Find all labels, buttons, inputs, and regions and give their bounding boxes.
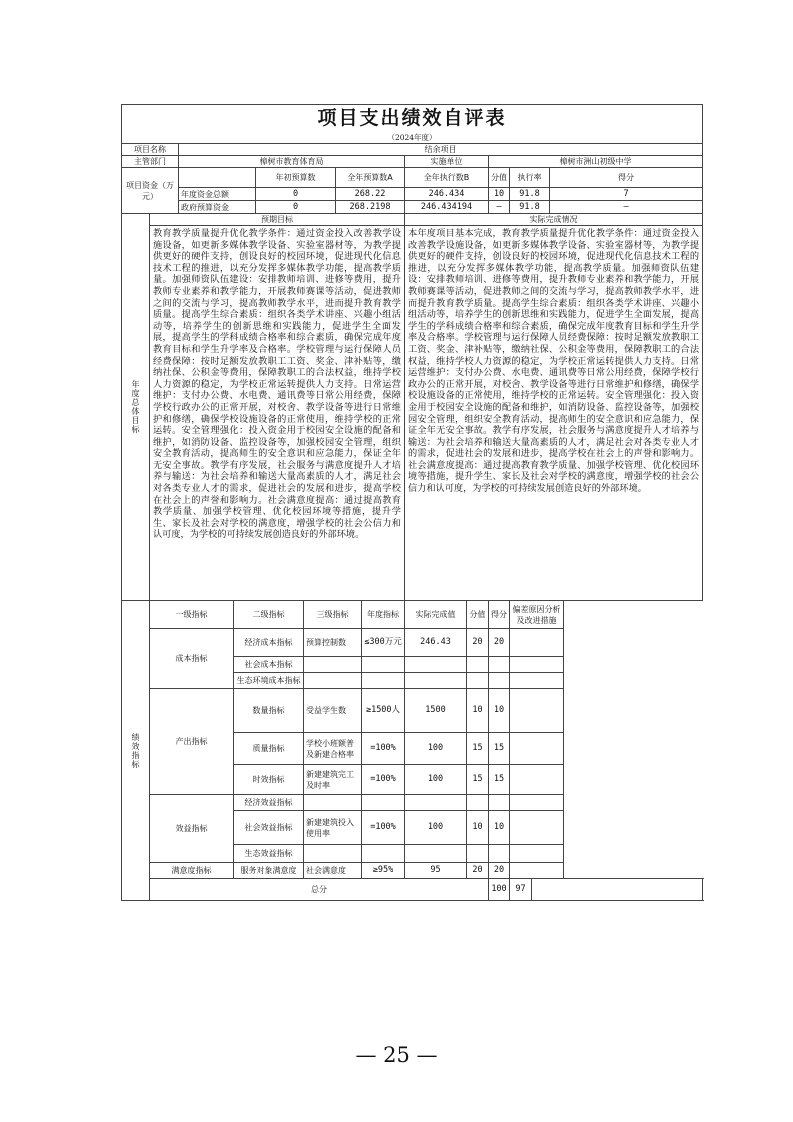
funds-header-score-val: 分值 bbox=[489, 168, 510, 188]
ind-l3: 预算控制数 bbox=[304, 629, 362, 657]
ind-target bbox=[362, 673, 405, 689]
ind-target bbox=[362, 845, 405, 863]
ind-val: 15 bbox=[467, 733, 489, 765]
total-label: 总分 bbox=[150, 879, 489, 901]
ind-target: ≥95% bbox=[362, 863, 405, 879]
ind-val: 10 bbox=[467, 811, 489, 845]
ind-header-score: 得分 bbox=[489, 601, 510, 629]
funds-header-initial: 年初预算数 bbox=[256, 168, 336, 188]
funds-row-name: 政府预算资金 bbox=[179, 201, 256, 214]
actual-result-header: 实际完成情况 bbox=[405, 214, 703, 226]
funds-header-exec: 全年执行数B bbox=[405, 168, 489, 188]
funds-row-initial: 0 bbox=[256, 201, 336, 214]
ind-val: 15 bbox=[467, 765, 489, 795]
ind-val bbox=[467, 845, 489, 863]
ind-l3 bbox=[304, 673, 362, 689]
ind-header-l1: 一级指标 bbox=[150, 601, 234, 629]
ind-analysis bbox=[510, 765, 564, 795]
ind-l2: 数量指标 bbox=[234, 689, 304, 733]
total-score: 97 bbox=[510, 879, 532, 901]
ind-score bbox=[489, 845, 510, 863]
dept-value: 樟树市教育体育局 bbox=[179, 156, 405, 168]
funds-header-score: 得分 bbox=[550, 168, 703, 188]
ind-val bbox=[467, 657, 489, 673]
ind-header-actual: 实际完成值 bbox=[405, 601, 467, 629]
ind-target: =100% bbox=[362, 811, 405, 845]
funds-row-exec: 246.434 bbox=[405, 188, 489, 201]
evaluation-table bbox=[121, 104, 703, 901]
ind-actual bbox=[405, 845, 467, 863]
funds-row-budget: 268.22 bbox=[336, 188, 405, 201]
ind-val: 20 bbox=[467, 863, 489, 879]
funds-row-initial: 0 bbox=[256, 188, 336, 201]
ind-header-val: 分值 bbox=[467, 601, 489, 629]
ind-l2: 质量指标 bbox=[234, 733, 304, 765]
ind-l2: 生态环境成本指标 bbox=[234, 673, 304, 689]
ind-analysis bbox=[510, 811, 564, 845]
project-name-value: 结余项目 bbox=[179, 144, 703, 156]
total-val: 100 bbox=[489, 879, 510, 901]
ind-l2: 生态效益指标 bbox=[234, 845, 304, 863]
ind-l2: 服务对象满意度 bbox=[234, 863, 304, 879]
ind-l2: 经济成本指标 bbox=[234, 629, 304, 657]
ind-analysis bbox=[510, 629, 564, 657]
ind-score: 10 bbox=[489, 689, 510, 733]
ind-l2: 经济效益指标 bbox=[234, 795, 304, 811]
indicators-label: 绩效指标 bbox=[122, 601, 150, 901]
ind-score: 20 bbox=[489, 863, 510, 879]
expected-goal-header: 预期目标 bbox=[150, 214, 405, 226]
form-title: 项目支出绩效自评表 bbox=[122, 105, 703, 133]
ind-l3: 新建建筑投入使用率 bbox=[304, 811, 362, 845]
expected-goal-text: 教育教学质量提升优化教学条件：通过资金投入改善教学设施设备，如更新多媒体教学设备、实验室器材等，为教学提供更好的硬件支持，创设良好的校园环境，促进现代化信息技术工程的推进，以充分发挥多媒体教学功能，提高教学质量。加强师资队伍建设：安排教师培训、进修等费用，提升教师专业素养和教学能力，开展教师赛课等活动，促进教师之间的交流与学习，提高教师教学水平，进而提升教育教学质量。提高学生综合素质：组织各类学术讲座、兴趣小组活动等，培养学生的创新思维和实践能力，促进学生全面发展，提高学生的学科成绩合格率和综合素质，确保完成年度教育目标和学生升学率及合格率。学校管理与运行保障人员经费保障：按时足额发放教职工工资、奖金、津补贴等，缴纳社保、公积金等费用，保障教职工的合法权益，维持学校人力资源的稳定，为学校正常运转提供人力支持。日常运营维护：支付办公费、水电费、通讯费等日常公用经费，保障学校行政办公的正常开展，对校舍、教学设备等进行日常维护和修缮，确保学校设施设备的正常使用，维持学校的正常运转。安全管理强化：投入资金用于校园安全设施的配备和维护，如消防设备、监控设备等，加强校园安全管理，组织安全教育活动，提高师生的安全意识和应急能力，保证全年无安全事故。教学有序发展，社会服务与满意度提升人才培养与输送：为社会培养和输送大量高素质的人才，满足社会对各类专业人才的需求，促进社会的发展和进步，提高学校在社会上的声誉和影响力。社会满意度提高：通过提高教育教学质量、加强学校管理、优化校园环境等措施，提升学生、家长及社会对学校的满意度，增强学校的社会公信力和认可度，为学校的可持续发展创造良好的外部环境。 bbox=[150, 226, 405, 601]
ind-analysis bbox=[510, 657, 564, 673]
ind-analysis bbox=[510, 863, 564, 879]
ind-analysis bbox=[510, 845, 564, 863]
ind-header-l2: 二级指标 bbox=[234, 601, 304, 629]
ind-actual bbox=[405, 673, 467, 689]
funds-row-budget: 268.2198 bbox=[336, 201, 405, 214]
ind-val: 10 bbox=[467, 689, 489, 733]
funds-label: 项目资金（万元） bbox=[122, 168, 179, 214]
ind-score bbox=[489, 673, 510, 689]
ind-score: 15 bbox=[489, 765, 510, 795]
ind-header-analysis: 偏差原因分析及改进措施 bbox=[510, 601, 564, 629]
ind-val bbox=[467, 673, 489, 689]
ind-target: =100% bbox=[362, 765, 405, 795]
benefit-indicator-label: 效益指标 bbox=[150, 795, 234, 863]
funds-row-rate: 91.8 bbox=[510, 201, 550, 214]
funds-row-score-val: 10 bbox=[489, 188, 510, 201]
ind-analysis bbox=[510, 673, 564, 689]
ind-target bbox=[362, 657, 405, 673]
funds-row-score: — bbox=[550, 201, 703, 214]
ind-val: 20 bbox=[467, 629, 489, 657]
ind-l2: 社会成本指标 bbox=[234, 657, 304, 673]
output-indicator-label: 产出指标 bbox=[150, 689, 234, 795]
ind-l2: 社会效益指标 bbox=[234, 811, 304, 845]
funds-row-score: 7 bbox=[550, 188, 703, 201]
ind-target: ≤300万元 bbox=[362, 629, 405, 657]
funds-header-rate: 执行率 bbox=[510, 168, 550, 188]
ind-analysis bbox=[510, 689, 564, 733]
ind-header-target: 年度指标 bbox=[362, 601, 405, 629]
dept-label: 主管部门 bbox=[122, 156, 179, 168]
goals-label: 年度总体目标 bbox=[122, 214, 150, 601]
ind-l3 bbox=[304, 795, 362, 811]
ind-score: 20 bbox=[489, 629, 510, 657]
ind-actual bbox=[405, 795, 467, 811]
ind-actual bbox=[405, 657, 467, 673]
ind-val bbox=[467, 795, 489, 811]
total-analysis bbox=[532, 879, 703, 901]
ind-actual: 100 bbox=[405, 733, 467, 765]
ind-score: 10 bbox=[489, 811, 510, 845]
ind-l3: 学校小班额普及新建合格率 bbox=[304, 733, 362, 765]
ind-actual: 95 bbox=[405, 863, 467, 879]
ind-l3: 新建建筑完工及时率 bbox=[304, 765, 362, 795]
ind-target: =100% bbox=[362, 733, 405, 765]
ind-score bbox=[489, 657, 510, 673]
self-evaluation-form bbox=[121, 104, 700, 901]
ind-target: ≥1500人 bbox=[362, 689, 405, 733]
form-year: （2024年度） bbox=[122, 132, 703, 144]
satisfaction-indicator-label: 满意度指标 bbox=[150, 863, 234, 879]
funds-header-blank bbox=[179, 168, 256, 188]
funds-row-name: 年度资金总额 bbox=[179, 188, 256, 201]
ind-header-l3: 三级指标 bbox=[304, 601, 362, 629]
project-name-label: 项目名称 bbox=[122, 144, 179, 156]
actual-result-text: 本年度项目基本完成，教育教学质量提升优化教学条件：通过资金投入改善教学设施设备，如更新多媒体教学设备、实验室器材等，为教学提供更好的硬件支持，创设良好的校园环境，促进现代化信息技术工程的推进，以充分发挥多媒体教学功能，提高教学质量。加强师资队伍建设：安排教师培训、进修等费用，提升教师专业素养和教学能力，开展教师赛课等活动，促进教师之间的交流与学习，提高教师教学水平，进而提升教育教学质量。提高学生综合素质：组织各类学术讲座、兴趣小组活动等，培养学生的创新思维和实践能力，促进学生全面发展，提高学生的学科成绩合格率和综合素质，确保完成年度教育目标和学生升学率及合格率。学校管理与运行保障人员经费保障：按时足额发放教职工工资、奖金、津补贴等，缴纳社保、公积金等费用，保障教职工的合法权益，维持学校人力资源的稳定，为学校正常运转提供人力支持。日常运营维护：支付办公费、水电费、通讯费等日常公用经费，保障学校行政办公的正常开展，对校舍、教学设备等进行日常维护和修缮，确保学校设施设备的正常使用，维持学校的正常运转。安全管理强化：投入资金用于校园安全设施的配备和维护，如消防设备、监控设备等，加强校园安全管理，组织安全教育活动，提高师生的安全意识和应急能力，保证全年无安全事故。教学有序发展，社会服务与满意度提升人才培养与输送：为社会培养和输送大量高素质的人才，满足社会对各类专业人才的需求，促进社会的发展和进步，提高学校在社会上的声誉和影响力。社会满意度提高：通过提高教育教学质量、加强学校管理、优化校园环境等措施，提升学生、家长及社会对学校的满意度，增强学校的社会公信力和认可度，为学校的可持续发展创造良好的外部环境。 bbox=[405, 226, 703, 601]
ind-analysis bbox=[510, 733, 564, 765]
ind-actual: 1500 bbox=[405, 689, 467, 733]
funds-header-budget: 全年预算数A bbox=[336, 168, 405, 188]
ind-actual: 246.43 bbox=[405, 629, 467, 657]
funds-row-rate: 91.8 bbox=[510, 188, 550, 201]
funds-row-score-val: — bbox=[489, 201, 510, 214]
ind-analysis bbox=[510, 795, 564, 811]
ind-score bbox=[489, 795, 510, 811]
ind-l2: 时效指标 bbox=[234, 765, 304, 795]
ind-l3 bbox=[304, 657, 362, 673]
funds-row-exec: 246.434194 bbox=[405, 201, 489, 214]
cost-indicator-label: 成本指标 bbox=[150, 629, 234, 689]
ind-l3: 受益学生数 bbox=[304, 689, 362, 733]
impl-value: 樟树市洲山初级中学 bbox=[489, 156, 703, 168]
ind-l3: 社会满意度 bbox=[304, 863, 362, 879]
ind-actual: 100 bbox=[405, 811, 467, 845]
ind-target bbox=[362, 795, 405, 811]
page-number: — 25 — bbox=[355, 1043, 438, 1067]
ind-l3 bbox=[304, 845, 362, 863]
ind-actual: 100 bbox=[405, 765, 467, 795]
impl-label: 实施单位 bbox=[405, 156, 489, 168]
ind-score: 15 bbox=[489, 733, 510, 765]
